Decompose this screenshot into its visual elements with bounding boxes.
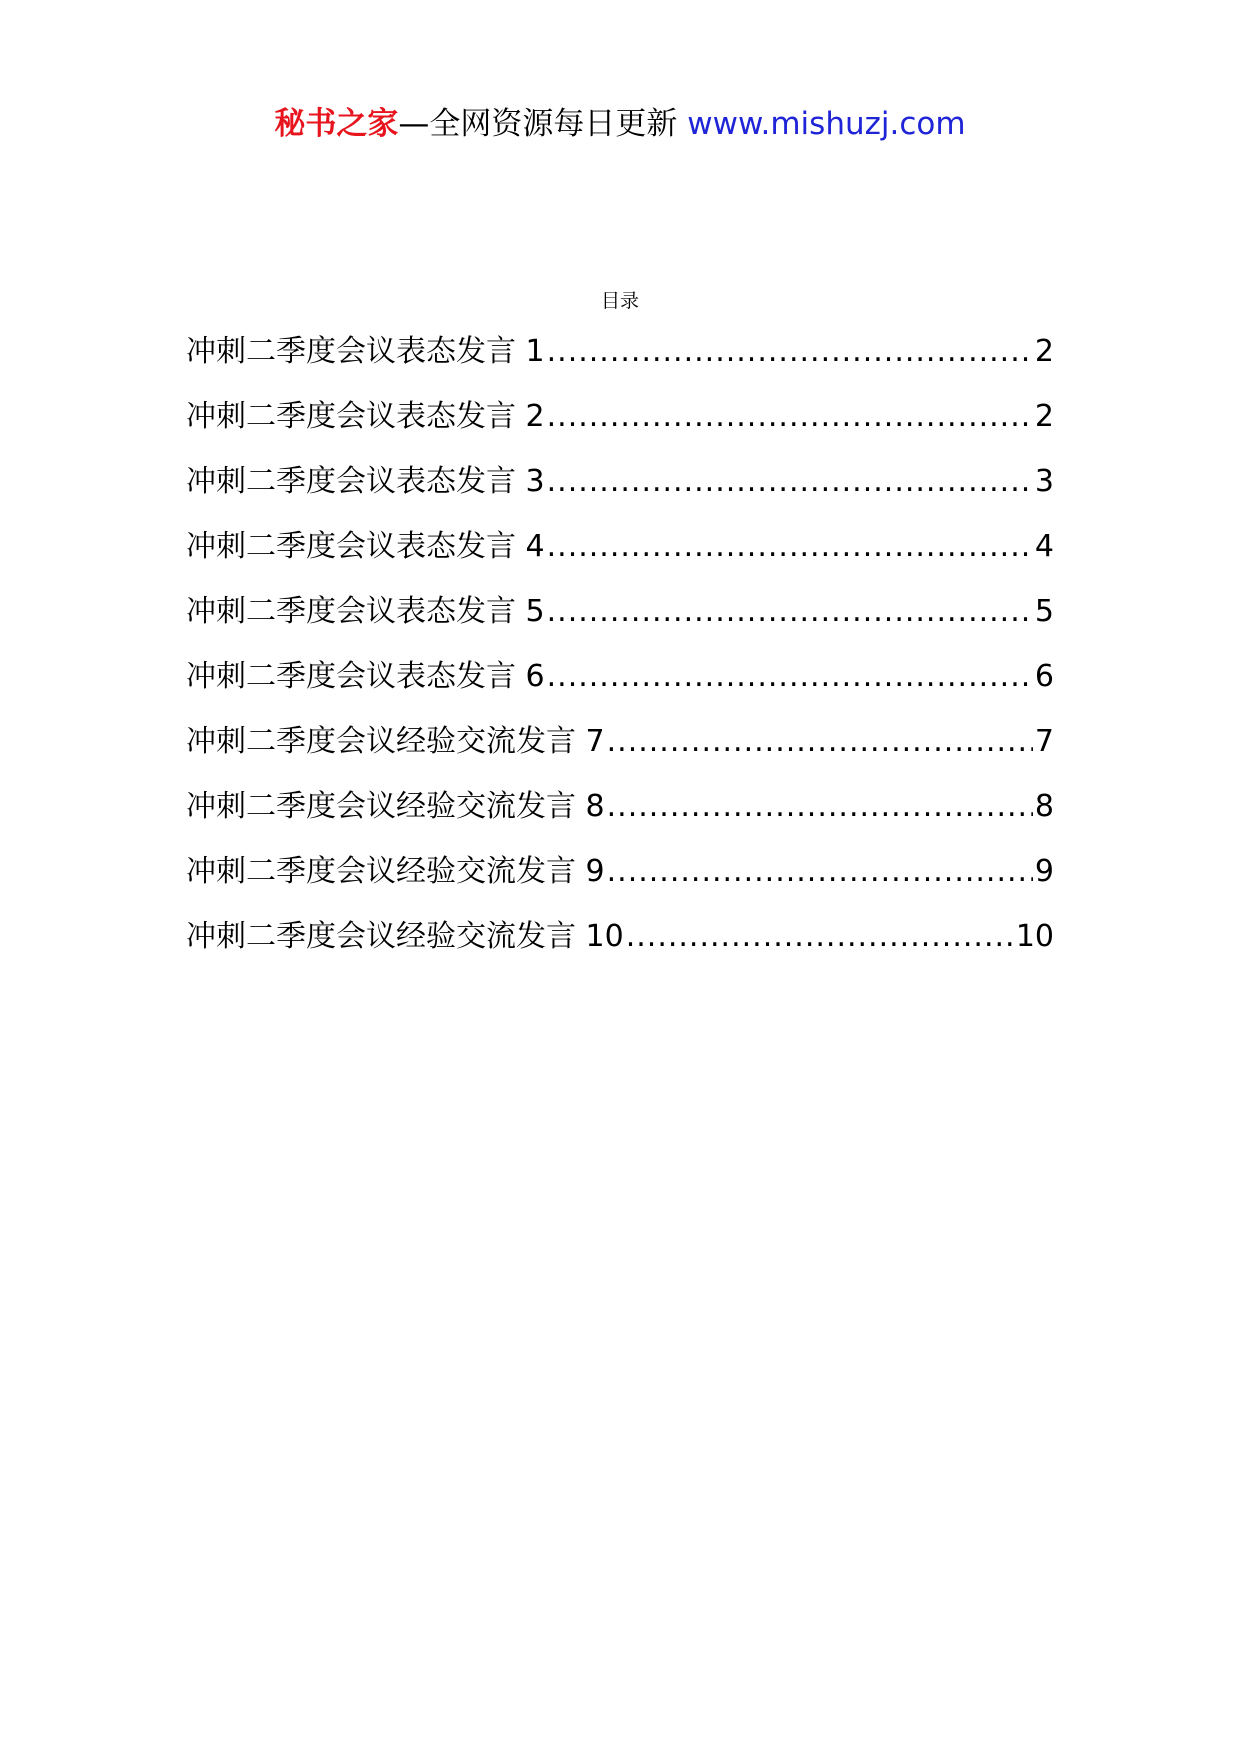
toc-title: 目录	[600, 290, 639, 312]
toc-leader-dots	[547, 525, 1033, 569]
toc-entry-title: 冲刺二季度会议表态发言 1	[186, 334, 545, 369]
toc-leader-dots	[547, 590, 1033, 634]
toc-entry[interactable]	[186, 460, 1054, 525]
toc-entry-title: 冲刺二季度会议表态发言 3	[186, 464, 545, 499]
toc-entry[interactable]	[186, 915, 1054, 980]
toc-leader-dots	[607, 785, 1033, 829]
toc-entry-title: 冲刺二季度会议经验交流发言 10	[186, 919, 624, 954]
toc-entry-title: 冲刺二季度会议表态发言 5	[186, 594, 545, 629]
toc-page-number: 6	[1034, 659, 1054, 694]
header-tagline: —全网资源每日更新	[398, 106, 688, 142]
site-url-link[interactable]: www.mishuzj.com	[687, 106, 966, 142]
table-of-contents	[186, 330, 1054, 980]
brand-name: 秘书之家	[274, 106, 399, 142]
toc-leader-dots	[547, 655, 1033, 699]
toc-leader-dots	[607, 720, 1033, 764]
toc-entry-title: 冲刺二季度会议表态发言 6	[186, 659, 545, 694]
toc-page-number: 10	[1015, 919, 1054, 954]
toc-entry-title: 冲刺二季度会议经验交流发言 7	[186, 724, 605, 759]
toc-leader-dots	[547, 330, 1033, 374]
site-header	[0, 100, 1240, 148]
toc-page-number: 4	[1034, 529, 1054, 564]
toc-leader-dots	[547, 395, 1033, 439]
toc-entry[interactable]	[186, 850, 1054, 915]
toc-leader-dots	[626, 915, 1014, 959]
toc-page-number: 3	[1034, 464, 1054, 499]
toc-page-number: 5	[1034, 594, 1054, 629]
toc-page-number: 9	[1034, 854, 1054, 889]
toc-entry-title: 冲刺二季度会议经验交流发言 8	[186, 789, 605, 824]
toc-entry[interactable]	[186, 655, 1054, 720]
toc-page-number: 2	[1034, 334, 1054, 369]
toc-leader-dots	[607, 850, 1033, 894]
toc-entry-title: 冲刺二季度会议表态发言 4	[186, 529, 545, 564]
toc-entry[interactable]	[186, 330, 1054, 395]
toc-entry[interactable]	[186, 395, 1054, 460]
toc-entry[interactable]	[186, 590, 1054, 655]
toc-leader-dots	[547, 460, 1033, 504]
toc-entry-title: 冲刺二季度会议经验交流发言 9	[186, 854, 605, 889]
toc-page-number: 7	[1034, 724, 1054, 759]
toc-entry-title: 冲刺二季度会议表态发言 2	[186, 399, 545, 434]
toc-entry[interactable]	[186, 525, 1054, 590]
toc-page-number: 2	[1034, 399, 1054, 434]
toc-entry[interactable]	[186, 785, 1054, 850]
toc-entry[interactable]	[186, 720, 1054, 785]
toc-page-number: 8	[1034, 789, 1054, 824]
